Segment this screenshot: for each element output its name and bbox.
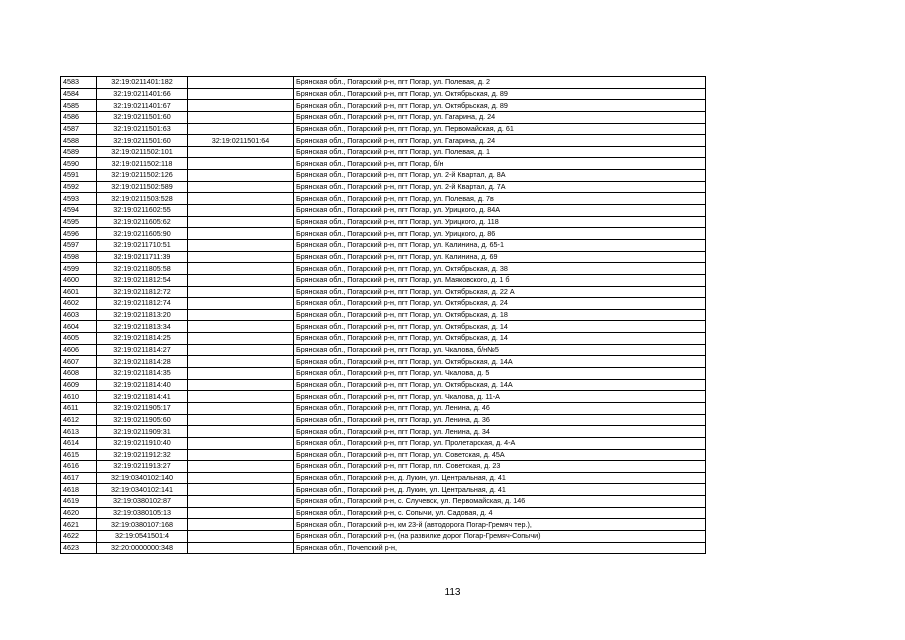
address-cell: Брянская обл., Погарский р-н, пгт Погар, ул. Чкалова, д. 11-А: [294, 391, 706, 403]
cadastral-number-cell: 32:19:0211905:60: [97, 414, 188, 426]
table-row: [61, 402, 706, 414]
row-number-cell: 4609: [61, 379, 97, 391]
address-cell: Брянская обл., Погарский р-н, пгт Погар, ул. Чкалова, б/н№5: [294, 344, 706, 356]
table-row: [61, 414, 706, 426]
table-row: [61, 437, 706, 449]
cadastral-number-cell: 32:19:0211814:28: [97, 356, 188, 368]
secondary-cadastral-number-cell: [188, 216, 294, 228]
table-row: [61, 391, 706, 403]
secondary-cadastral-number-cell: [188, 286, 294, 298]
address-cell: Брянская обл., Погарский р-н, пгт Погар, ул. Ленина, д. 34: [294, 426, 706, 438]
address-cell: Брянская обл., Погарский р-н, пгт Погар, б/н: [294, 158, 706, 170]
address-cell: Брянская обл., Погарский р-н, пгт Погар, ул. Октябрьская, д. 14А: [294, 356, 706, 368]
table-row: [61, 286, 706, 298]
table-row: [61, 216, 706, 228]
row-number-cell: 4612: [61, 414, 97, 426]
table-row: [61, 228, 706, 240]
secondary-cadastral-number-cell: [188, 484, 294, 496]
table-row: [61, 111, 706, 123]
cadastral-number-cell: 32:19:0211710:51: [97, 239, 188, 251]
table-row: [61, 530, 706, 542]
table-row: [61, 333, 706, 345]
address-cell: Брянская обл., Погарский р-н, с. Сопычи, ул. Садовая, д. 4: [294, 507, 706, 519]
address-cell: Брянская обл., Погарский р-н, пгт Погар, ул. Октябрьская, д. 14: [294, 333, 706, 345]
address-cell: Брянская обл., Погарский р-н, пгт Погар, ул. Полевая, д. 2: [294, 77, 706, 89]
row-number-cell: 4593: [61, 193, 97, 205]
table-row: [61, 298, 706, 310]
address-cell: Брянская обл., Погарский р-н, пгт Погар, ул. Урицкого, д. 84А: [294, 205, 706, 217]
secondary-cadastral-number-cell: [188, 239, 294, 251]
secondary-cadastral-number-cell: [188, 146, 294, 158]
secondary-cadastral-number-cell: [188, 77, 294, 89]
cadastral-number-cell: 32:19:0211502:101: [97, 146, 188, 158]
row-number-cell: 4597: [61, 239, 97, 251]
table-row: [61, 344, 706, 356]
table-row: [61, 449, 706, 461]
row-number-cell: 4608: [61, 368, 97, 380]
table-row: [61, 146, 706, 158]
secondary-cadastral-number-cell: [188, 530, 294, 542]
secondary-cadastral-number-cell: [188, 391, 294, 403]
table-row: [61, 472, 706, 484]
secondary-cadastral-number-cell: [188, 274, 294, 286]
cadastral-number-cell: 32:19:0380107:168: [97, 519, 188, 531]
table-row: [61, 158, 706, 170]
address-cell: Брянская обл., Погарский р-н, пгт Погар, ул. Октябрьская, д. 89: [294, 100, 706, 112]
address-cell: Брянская обл., Погарский р-н, пгт Погар, ул. Октябрьская, д. 14: [294, 321, 706, 333]
address-cell: Брянская обл., Погарский р-н, пгт Погар, ул. Урицкого, д. 118: [294, 216, 706, 228]
table-row: [61, 239, 706, 251]
address-cell: Брянская обл., Погарский р-н, пгт Погар, ул. Маяковского, д. 1 б: [294, 274, 706, 286]
table-row: [61, 461, 706, 473]
cadastral-number-cell: 32:19:0211910:40: [97, 437, 188, 449]
address-cell: Брянская обл., Погарский р-н, с. Случевск, ул. Первомайская, д. 146: [294, 496, 706, 508]
secondary-cadastral-number-cell: [188, 321, 294, 333]
cadastral-number-cell: 32:19:0211401:67: [97, 100, 188, 112]
row-number-cell: 4606: [61, 344, 97, 356]
address-cell: Брянская обл., Погарский р-н, пгт Погар, ул. 2-й Квартал, д. 7А: [294, 181, 706, 193]
table-row: [61, 542, 706, 554]
table-row: [61, 100, 706, 112]
cadastral-number-cell: 32:19:0211502:589: [97, 181, 188, 193]
secondary-cadastral-number-cell: [188, 368, 294, 380]
cadastral-number-cell: 32:19:0211814:41: [97, 391, 188, 403]
cadastral-number-cell: 32:19:0211814:35: [97, 368, 188, 380]
secondary-cadastral-number-cell: [188, 519, 294, 531]
address-cell: Брянская обл., Погарский р-н, пгт Погар, ул. Полевая, д. 1: [294, 146, 706, 158]
cadastral-number-cell: 32:19:0541501:4: [97, 530, 188, 542]
table-row: [61, 88, 706, 100]
row-number-cell: 4599: [61, 263, 97, 275]
table-row: [61, 77, 706, 89]
cadastral-number-cell: 32:19:0211501:60: [97, 111, 188, 123]
secondary-cadastral-number-cell: [188, 100, 294, 112]
row-number-cell: 4601: [61, 286, 97, 298]
secondary-cadastral-number-cell: [188, 205, 294, 217]
cadastral-number-cell: 32:19:0211805:58: [97, 263, 188, 275]
cadastral-number-cell: 32:19:0211812:72: [97, 286, 188, 298]
secondary-cadastral-number-cell: [188, 449, 294, 461]
table-row: [61, 321, 706, 333]
address-cell: Брянская обл., Погарский р-н, пгт Погар, ул. Гагарина, д. 24: [294, 111, 706, 123]
row-number-cell: 4604: [61, 321, 97, 333]
secondary-cadastral-number-cell: [188, 298, 294, 310]
address-cell: Брянская обл., Погарский р-н, пгт Погар, ул. Октябрьская, д. 18: [294, 309, 706, 321]
row-number-cell: 4603: [61, 309, 97, 321]
table-row: [61, 181, 706, 193]
cadastral-number-cell: 32:19:0211912:32: [97, 449, 188, 461]
secondary-cadastral-number-cell: [188, 344, 294, 356]
row-number-cell: 4616: [61, 461, 97, 473]
address-cell: Брянская обл., Погарский р-н, пгт Погар, ул. Урицкого, д. 86: [294, 228, 706, 240]
address-cell: Брянская обл., Погарский р-н, пгт Погар, ул. Калинина, д. 65-1: [294, 239, 706, 251]
table-row: [61, 251, 706, 263]
row-number-cell: 4620: [61, 507, 97, 519]
row-number-cell: 4591: [61, 170, 97, 182]
row-number-cell: 4583: [61, 77, 97, 89]
secondary-cadastral-number-cell: [188, 402, 294, 414]
table-row: [61, 135, 706, 147]
address-cell: Брянская обл., Погарский р-н, пгт Погар, ул. Полевая, д. 7в: [294, 193, 706, 205]
secondary-cadastral-number-cell: [188, 111, 294, 123]
cadastral-number-cell: 32:19:0211501:60: [97, 135, 188, 147]
row-number-cell: 4621: [61, 519, 97, 531]
row-number-cell: 4615: [61, 449, 97, 461]
cadastral-number-cell: 32:19:0211401:66: [97, 88, 188, 100]
address-cell: Брянская обл., Почепский р-н,: [294, 542, 706, 554]
address-cell: Брянская обл., Погарский р-н, пгт Погар, ул. Первомайская, д. 61: [294, 123, 706, 135]
address-cell: Брянская обл., Погарский р-н, пгт Погар, ул. Октябрьская, д. 89: [294, 88, 706, 100]
table-row: [61, 507, 706, 519]
secondary-cadastral-number-cell: 32:19:0211501:64: [188, 135, 294, 147]
row-number-cell: 4610: [61, 391, 97, 403]
cadastral-number-cell: 32:20:0000000:348: [97, 542, 188, 554]
secondary-cadastral-number-cell: [188, 158, 294, 170]
page-number: 113: [444, 587, 461, 598]
secondary-cadastral-number-cell: [188, 472, 294, 484]
cadastral-number-cell: 32:19:0211913:27: [97, 461, 188, 473]
cadastral-number-cell: 32:19:0211812:74: [97, 298, 188, 310]
table-row: [61, 426, 706, 438]
cadastral-number-cell: 32:19:0211502:118: [97, 158, 188, 170]
table-row: [61, 123, 706, 135]
table-row: [61, 519, 706, 531]
table-row: [61, 368, 706, 380]
cadastral-number-cell: 32:19:0340102:140: [97, 472, 188, 484]
cadastral-number-cell: 32:19:0211401:182: [97, 77, 188, 89]
address-cell: Брянская обл., Погарский р-н, пгт Погар, ул. 2-й Квартал, д. 8А: [294, 170, 706, 182]
address-cell: Брянская обл., Погарский р-н, км 23-й (автодорога Погар-Гремяч тер.),: [294, 519, 706, 531]
cadastral-number-cell: 32:19:0211711:39: [97, 251, 188, 263]
address-cell: Брянская обл., Погарский р-н, пгт Погар, ул. Октябрьская, д. 14А: [294, 379, 706, 391]
row-number-cell: 4600: [61, 274, 97, 286]
secondary-cadastral-number-cell: [188, 542, 294, 554]
cadastral-number-cell: 32:19:0211905:17: [97, 402, 188, 414]
row-number-cell: 4598: [61, 251, 97, 263]
cadastral-number-cell: 32:19:0380105:13: [97, 507, 188, 519]
secondary-cadastral-number-cell: [188, 426, 294, 438]
registry-table-body: [61, 77, 706, 554]
table-row: [61, 379, 706, 391]
row-number-cell: 4589: [61, 146, 97, 158]
registry-table: [60, 76, 706, 554]
row-number-cell: 4586: [61, 111, 97, 123]
cadastral-number-cell: 32:19:0211813:34: [97, 321, 188, 333]
secondary-cadastral-number-cell: [188, 414, 294, 426]
secondary-cadastral-number-cell: [188, 437, 294, 449]
row-number-cell: 4595: [61, 216, 97, 228]
table-row: [61, 274, 706, 286]
row-number-cell: 4602: [61, 298, 97, 310]
row-number-cell: 4584: [61, 88, 97, 100]
table-row: [61, 496, 706, 508]
secondary-cadastral-number-cell: [188, 333, 294, 345]
address-cell: Брянская обл., Погарский р-н, пгт Погар, ул. Гагарина, д. 24: [294, 135, 706, 147]
secondary-cadastral-number-cell: [188, 496, 294, 508]
address-cell: Брянская обл., Погарский р-н, (на развилке дорог Погар-Гремяч-Сопычи): [294, 530, 706, 542]
row-number-cell: 4613: [61, 426, 97, 438]
row-number-cell: 4605: [61, 333, 97, 345]
cadastral-number-cell: 32:19:0211813:20: [97, 309, 188, 321]
address-cell: Брянская обл., Погарский р-н, пгт Погар, ул. Чкалова, д. 5: [294, 368, 706, 380]
row-number-cell: 4585: [61, 100, 97, 112]
row-number-cell: 4623: [61, 542, 97, 554]
table-row: [61, 263, 706, 275]
secondary-cadastral-number-cell: [188, 263, 294, 275]
secondary-cadastral-number-cell: [188, 356, 294, 368]
secondary-cadastral-number-cell: [188, 181, 294, 193]
cadastral-number-cell: 32:19:0211814:40: [97, 379, 188, 391]
cadastral-number-cell: 32:19:0380102:87: [97, 496, 188, 508]
address-cell: Брянская обл., Погарский р-н, пгт Погар, ул. Октябрьская, д. 22 А: [294, 286, 706, 298]
table-row: [61, 193, 706, 205]
row-number-cell: 4619: [61, 496, 97, 508]
cadastral-number-cell: 32:19:0211605:62: [97, 216, 188, 228]
address-cell: Брянская обл., Погарский р-н, пгт Погар, ул. Ленина, д. 36: [294, 414, 706, 426]
address-cell: Брянская обл., Погарский р-н, пгт Погар, пл. Советская, д. 23: [294, 461, 706, 473]
address-cell: Брянская обл., Погарский р-н, д. Лукин, ул. Центральная, д. 41: [294, 484, 706, 496]
row-number-cell: 4590: [61, 158, 97, 170]
address-cell: Брянская обл., Погарский р-н, пгт Погар, ул. Октябрьская, д. 24: [294, 298, 706, 310]
secondary-cadastral-number-cell: [188, 228, 294, 240]
cadastral-number-cell: 32:19:0211814:25: [97, 333, 188, 345]
address-cell: Брянская обл., Погарский р-н, пгт Погар, ул. Ленина, д. 46: [294, 402, 706, 414]
address-cell: Брянская обл., Погарский р-н, д. Лукин, ул. Центральная, д. 41: [294, 472, 706, 484]
row-number-cell: 4587: [61, 123, 97, 135]
secondary-cadastral-number-cell: [188, 309, 294, 321]
address-cell: Брянская обл., Погарский р-н, пгт Погар, ул. Пролетарская, д. 4-А: [294, 437, 706, 449]
row-number-cell: 4617: [61, 472, 97, 484]
cadastral-number-cell: 32:19:0211814:27: [97, 344, 188, 356]
secondary-cadastral-number-cell: [188, 193, 294, 205]
row-number-cell: 4611: [61, 402, 97, 414]
table-row: [61, 356, 706, 368]
cadastral-number-cell: 32:19:0211602:55: [97, 205, 188, 217]
cadastral-number-cell: 32:19:0211909:31: [97, 426, 188, 438]
address-cell: Брянская обл., Погарский р-н, пгт Погар, ул. Калинина, д. 69: [294, 251, 706, 263]
row-number-cell: 4588: [61, 135, 97, 147]
row-number-cell: 4592: [61, 181, 97, 193]
row-number-cell: 4596: [61, 228, 97, 240]
secondary-cadastral-number-cell: [188, 379, 294, 391]
secondary-cadastral-number-cell: [188, 507, 294, 519]
row-number-cell: 4594: [61, 205, 97, 217]
secondary-cadastral-number-cell: [188, 170, 294, 182]
secondary-cadastral-number-cell: [188, 251, 294, 263]
address-cell: Брянская обл., Погарский р-н, пгт Погар, ул. Октябрьская, д. 38: [294, 263, 706, 275]
secondary-cadastral-number-cell: [188, 461, 294, 473]
cadastral-number-cell: 32:19:0211605:90: [97, 228, 188, 240]
row-number-cell: 4614: [61, 437, 97, 449]
cadastral-number-cell: 32:19:0211503:528: [97, 193, 188, 205]
table-row: [61, 170, 706, 182]
address-cell: Брянская обл., Погарский р-н, пгт Погар, ул. Советская, д. 45А: [294, 449, 706, 461]
table-row: [61, 484, 706, 496]
secondary-cadastral-number-cell: [188, 123, 294, 135]
table-row: [61, 205, 706, 217]
cadastral-number-cell: 32:19:0211501:63: [97, 123, 188, 135]
cadastral-number-cell: 32:19:0211502:126: [97, 170, 188, 182]
cadastral-number-cell: 32:19:0211812:54: [97, 274, 188, 286]
secondary-cadastral-number-cell: [188, 88, 294, 100]
row-number-cell: 4618: [61, 484, 97, 496]
cadastral-number-cell: 32:19:0340102:141: [97, 484, 188, 496]
table-row: [61, 309, 706, 321]
row-number-cell: 4607: [61, 356, 97, 368]
row-number-cell: 4622: [61, 530, 97, 542]
